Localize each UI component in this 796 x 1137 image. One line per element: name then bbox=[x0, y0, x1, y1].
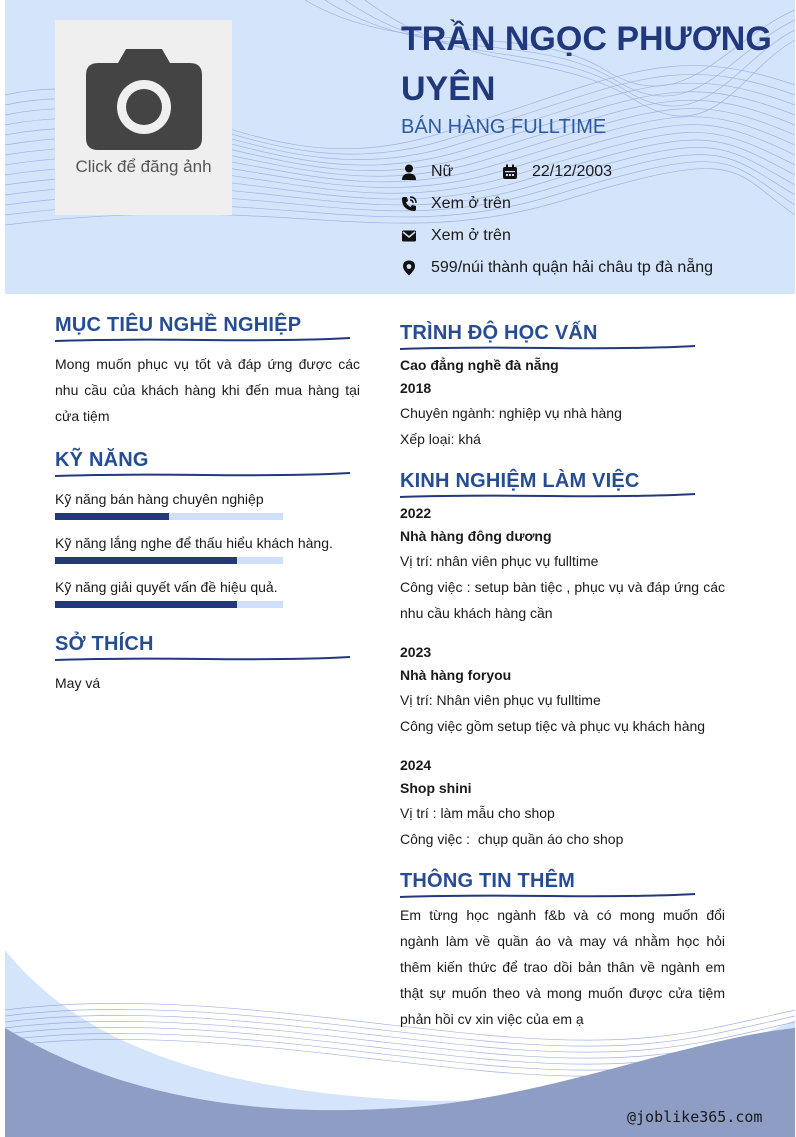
photo-upload[interactable] bbox=[55, 20, 232, 215]
experience-work: Công việc : setup bàn tiệc , phục vụ và đáp ứng các nhu cầu khách hàng cần bbox=[400, 579, 725, 621]
candidate-name: TRẦN NGỌC PHƯƠNG UYÊN bbox=[401, 20, 772, 108]
experience-year: 2024 bbox=[400, 757, 432, 773]
extra-info-text: Em từng học ngành f&b và có mong muốn đổi ngành làm về quần áo và may vá nhằm học hỏi thêm kiến thức để trao dồi bản thân về ngành em thật sự muốn theo và mong muốn được cửa tiệm phản hồi cv xin việc của em ạ bbox=[400, 907, 725, 1027]
experience-position: Vị trí: Nhân viên phục vụ fulltime bbox=[400, 692, 601, 708]
camera-icon bbox=[86, 49, 202, 150]
person-icon bbox=[401, 164, 417, 180]
address-value: 599/núi thành quận hải châu tp đà nẵng bbox=[431, 259, 714, 276]
education-year: 2018 bbox=[400, 380, 432, 396]
experience-company: Nhà hàng đông dương bbox=[400, 528, 552, 544]
hobbies-heading: SỞ THÍCH bbox=[55, 633, 154, 655]
experience-company: Nhà hàng foryou bbox=[400, 667, 512, 683]
hobbies-underline bbox=[55, 656, 350, 662]
experience-position: Vị trí: nhân viên phục vụ fulltime bbox=[400, 553, 599, 569]
objective-heading: MỤC TIÊU NGHỀ NGHIỆP bbox=[55, 314, 302, 336]
education-school: Cao đẳng nghề đà nẵng bbox=[400, 357, 559, 373]
education-heading: TRÌNH ĐỘ HỌC VẤN bbox=[400, 322, 598, 344]
education-grade: Xếp loại: khá bbox=[400, 431, 481, 447]
job-title: BÁN HÀNG FULLTIME bbox=[401, 116, 607, 138]
skill-bar bbox=[55, 557, 283, 564]
cv-page bbox=[5, 0, 795, 1137]
skills-heading: KỸ NĂNG bbox=[55, 449, 149, 471]
objective-text: Mong muốn phục vụ tốt và đáp ứng được các nhu cầu của khách hàng khi đến mua hàng tại cửa tiệm bbox=[55, 356, 360, 424]
envelope-icon bbox=[401, 228, 417, 244]
skill-label: Kỹ năng bán hàng chuyên nghiệp bbox=[55, 491, 264, 507]
calendar-icon bbox=[502, 164, 518, 180]
experience-year: 2023 bbox=[400, 644, 432, 660]
skill-label: Kỹ năng lắng nghe để thấu hiểu khách hàng. bbox=[55, 535, 333, 551]
experience-position: Vị trí : làm mẫu cho shop bbox=[400, 805, 555, 821]
phone-value: Xem ở trên bbox=[431, 195, 511, 212]
skill-bar-fill bbox=[55, 513, 169, 520]
dob-row bbox=[502, 161, 612, 183]
extra-info-underline bbox=[400, 893, 695, 899]
experience-work: Công việc : chụp quần áo cho shop bbox=[400, 831, 624, 847]
experience-work: Công việc gồm setup tiệc và phục vụ khách hàng bbox=[400, 718, 706, 734]
dob-value: 22/12/2003 bbox=[532, 163, 613, 180]
phone-icon bbox=[401, 196, 417, 212]
skill-label: Kỹ năng giải quyết vấn đề hiệu quả. bbox=[55, 579, 278, 595]
education-underline bbox=[400, 345, 695, 351]
watermark: @joblike365.com bbox=[627, 1108, 763, 1126]
education-major: Chuyên ngành: nghiệp vụ nhà hàng bbox=[400, 405, 622, 421]
skill-bar bbox=[55, 601, 283, 608]
extra-info-heading: THÔNG TIN THÊM bbox=[400, 870, 576, 892]
gender-row bbox=[401, 161, 453, 183]
email-value: Xem ở trên bbox=[431, 227, 511, 244]
experience-year: 2022 bbox=[400, 505, 432, 521]
map-pin-icon bbox=[401, 260, 417, 276]
phone-row bbox=[401, 193, 511, 215]
skill-bar bbox=[55, 513, 283, 520]
experience-underline bbox=[400, 493, 695, 499]
objective-underline bbox=[55, 337, 350, 343]
email-row bbox=[401, 225, 511, 247]
skill-bar-fill bbox=[55, 601, 237, 608]
photo-upload-label: Click để đăng ảnh bbox=[75, 157, 212, 176]
address-row bbox=[401, 257, 713, 279]
experience-company: Shop shini bbox=[400, 780, 472, 796]
skill-bar-fill bbox=[55, 557, 237, 564]
hobbies-text: May vá bbox=[55, 675, 101, 691]
experience-heading: KINH NGHIỆM LÀM VIỆC bbox=[400, 470, 640, 492]
cv-header bbox=[5, 0, 795, 294]
gender-value: Nữ bbox=[431, 163, 454, 180]
skills-underline bbox=[55, 472, 350, 478]
